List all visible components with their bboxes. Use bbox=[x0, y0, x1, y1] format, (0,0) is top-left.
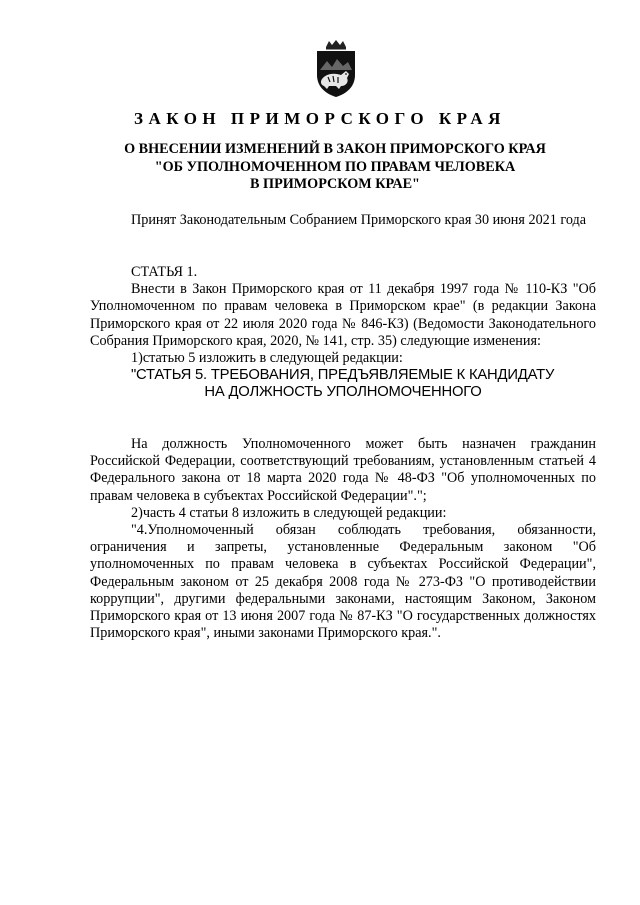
subtitle-line-3: В ПРИМОРСКОМ КРАЕ" bbox=[250, 176, 420, 192]
amendment-item-2: 2)часть 4 статьи 8 изложить в следующей редакции: bbox=[131, 504, 447, 521]
article-heading: СТАТЬЯ 1. bbox=[131, 264, 198, 280]
new-article-5-heading-line-1: "СТАТЬЯ 5. ТРЕБОВАНИЯ, ПРЕДЪЯВЛЯЕМЫЕ К КАНДИДАТУ bbox=[131, 367, 555, 384]
subtitle-line-2: "ОБ УПОЛНОМОЧЕННОМ ПО ПРАВАМ ЧЕЛОВЕКА bbox=[154, 158, 516, 175]
adoption-block bbox=[90, 212, 596, 229]
article-1-block bbox=[90, 264, 596, 402]
law-title: ЗАКОН ПРИМОРСКОГО КРАЯ bbox=[134, 109, 506, 128]
subtitle-line-1: О ВНЕСЕНИИ ИЗМЕНЕНИЙ В ЗАКОН ПРИМОРСКОГО КРАЯ bbox=[124, 141, 546, 157]
law-subtitle bbox=[90, 141, 580, 194]
new-part-4-text: "4.Уполномоченный обязан соблюдать требования, обязанности, ограничения и запреты, установленные Федеральным законом "Об уполномоченных по правам человека в субъектах Российской Федерации", Федеральным законом от 25 декабря 2008 года № 273-ФЗ "О противодействии коррупции", другими федеральными законами, настоящим Законом, Законом Приморского края от 13 июня 2007 года № 87-КЗ "О государственных должностях Приморского края", иными законами Приморского края.". bbox=[90, 522, 596, 642]
article-intro: Внести в Закон Приморского края от 11 декабря 1997 года № 110-КЗ "Об Уполномоченном по правам человека в Приморском крае" (в редакции Закона Приморского края от 22 июля 2020 года № 846-КЗ) (Ведомости Законодательного Собрания Приморского края, 2020, № 141, стр. 35) следующие изменения: bbox=[90, 281, 596, 349]
amendment-item-1: 1)статью 5 изложить в следующей редакции: bbox=[131, 350, 403, 367]
adoption-statement: Принят Законодательным Собранием Приморского края 30 июня 2021 года bbox=[131, 212, 587, 228]
new-article-5-heading-line-2: НА ДОЛЖНОСТЬ УПОЛНОМОЧЕННОГО bbox=[204, 384, 482, 401]
new-article-5-text: На должность Уполномоченного может быть назначен гражданин Российской Федерации, соответствующий требованиям, установленным статьей 4 Федерального закона от 18 марта 2020 года № 48-ФЗ "Об уполномоченных по правам человека в субъектах Российской Федерации"."; bbox=[90, 436, 596, 504]
coat-of-arms-emblem bbox=[313, 40, 359, 98]
article-1-block-continued bbox=[90, 436, 596, 642]
